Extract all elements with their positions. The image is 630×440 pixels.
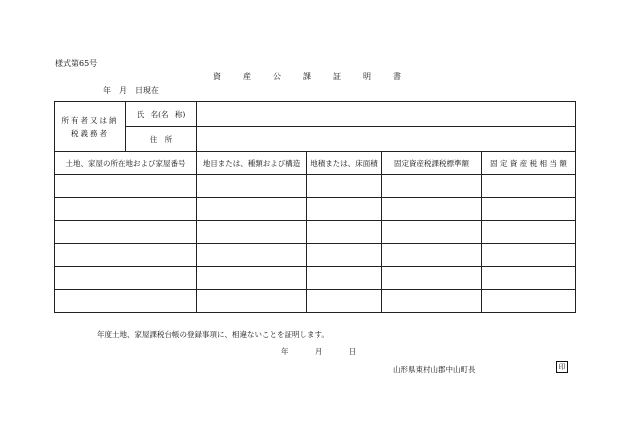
address-label: 住 所 xyxy=(126,127,197,152)
table-cell[interactable] xyxy=(482,244,576,267)
table-cell[interactable] xyxy=(382,244,482,267)
issuer-name: 山形県東村山郡中山町長 xyxy=(393,365,476,374)
column-header-area: 地積または、床面積 xyxy=(307,152,382,175)
document-title: 資産公課証明書 xyxy=(213,72,423,81)
table-row xyxy=(55,221,576,244)
table-cell[interactable] xyxy=(197,198,307,221)
table-cell[interactable] xyxy=(307,221,382,244)
table-row xyxy=(55,267,576,290)
address-field[interactable] xyxy=(197,127,576,152)
column-header-tax-amount: 固 定 資 産 税 相 当 額 xyxy=(482,152,576,175)
table-cell[interactable] xyxy=(55,267,197,290)
table-cell[interactable] xyxy=(482,198,576,221)
table-cell[interactable] xyxy=(307,290,382,313)
table-row xyxy=(55,175,576,198)
table-cell[interactable] xyxy=(197,290,307,313)
table-cell[interactable] xyxy=(55,198,197,221)
name-field[interactable] xyxy=(197,102,576,127)
table-cell[interactable] xyxy=(482,290,576,313)
table-cell[interactable] xyxy=(55,244,197,267)
column-header-assessed-value: 固定資産税課税標準額 xyxy=(382,152,482,175)
table-cell[interactable] xyxy=(197,267,307,290)
table-cell[interactable] xyxy=(197,175,307,198)
table-row xyxy=(55,244,576,267)
table-cell[interactable] xyxy=(307,267,382,290)
certificate-table xyxy=(54,101,576,313)
table-cell[interactable] xyxy=(482,267,576,290)
as-of-date: 年 月 日現在 xyxy=(103,86,159,95)
owner-label: 所有者又は納税義務者 xyxy=(55,102,126,152)
table-row xyxy=(55,198,576,221)
column-header-location: 土地、家屋の所在地および家屋番号 xyxy=(55,152,197,175)
issue-date: 年 月 日 xyxy=(281,347,357,356)
table-row xyxy=(55,290,576,313)
column-header-category: 地目または、種類および構造 xyxy=(197,152,307,175)
column-header-row xyxy=(55,152,576,175)
table-cell[interactable] xyxy=(382,175,482,198)
table-cell[interactable] xyxy=(482,221,576,244)
table-cell[interactable] xyxy=(307,198,382,221)
table-cell[interactable] xyxy=(382,290,482,313)
table-cell[interactable] xyxy=(307,244,382,267)
seal-stamp: 印 xyxy=(556,361,568,373)
table-cell[interactable] xyxy=(382,267,482,290)
table-cell[interactable] xyxy=(55,290,197,313)
table-cell[interactable] xyxy=(197,244,307,267)
table-cell[interactable] xyxy=(307,175,382,198)
table-cell[interactable] xyxy=(482,175,576,198)
table-cell[interactable] xyxy=(197,221,307,244)
form-number: 様式第65号 xyxy=(55,59,98,68)
name-label: 氏 名(名 称) xyxy=(126,102,197,127)
table-cell[interactable] xyxy=(382,198,482,221)
table-cell[interactable] xyxy=(55,175,197,198)
table-cell[interactable] xyxy=(382,221,482,244)
table-cell[interactable] xyxy=(55,221,197,244)
certification-text: 年度土地、家屋課税台帳の登録事項に、相違ないことを証明します。 xyxy=(97,330,329,339)
